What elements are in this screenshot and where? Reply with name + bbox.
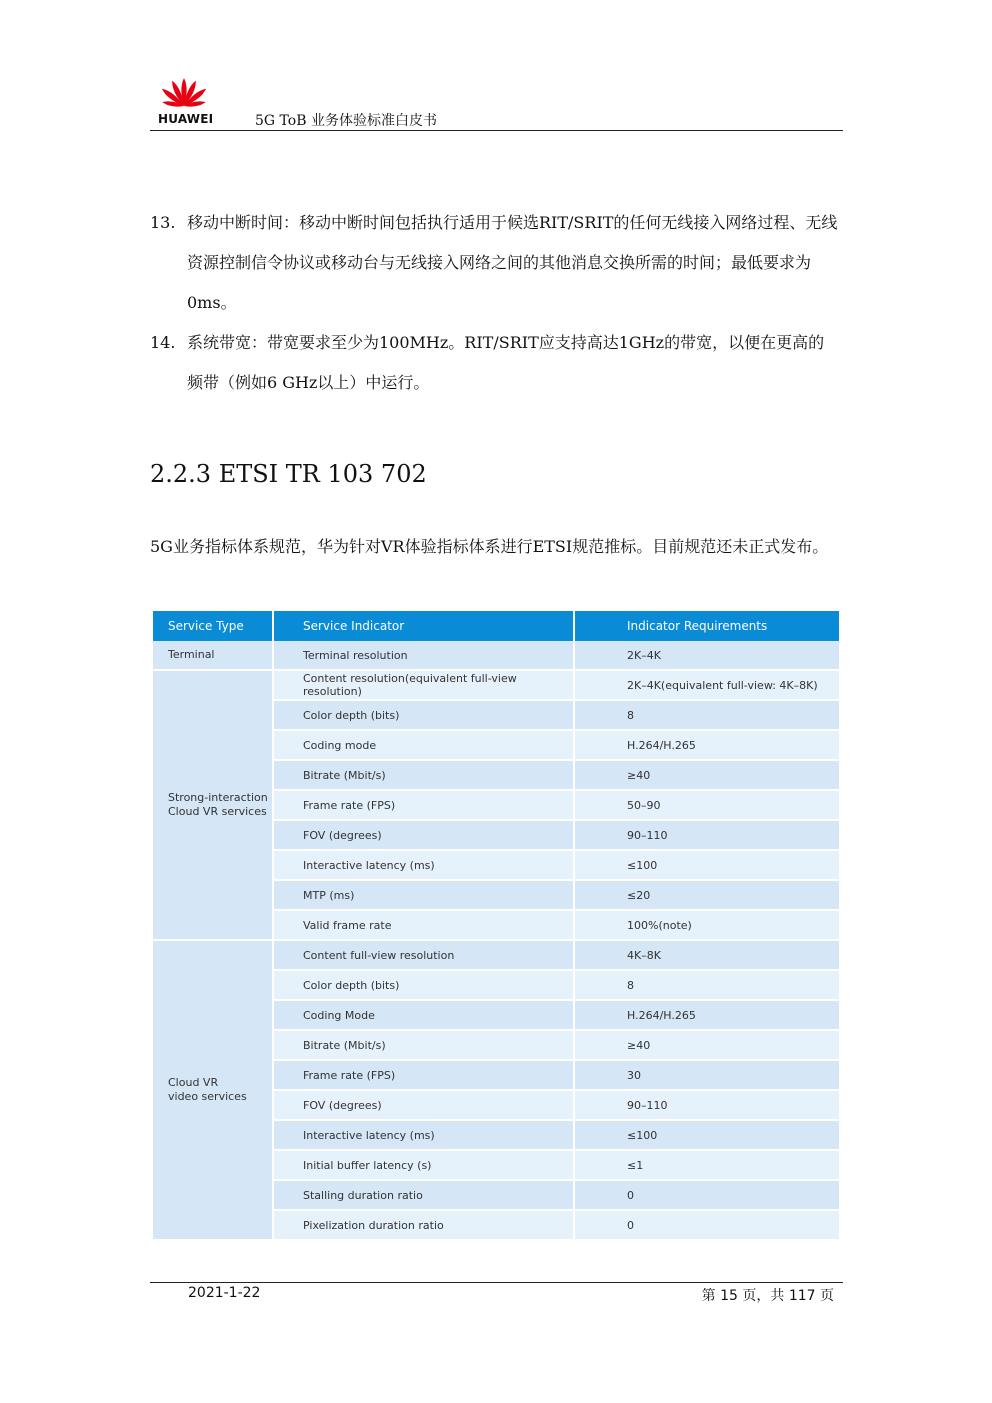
service-indicator-cell: Pixelization duration ratio	[273, 1210, 574, 1240]
service-indicator-cell: Interactive latency (ms)	[273, 850, 574, 880]
service-indicator-cell: Bitrate (Mbit/s)	[273, 1030, 574, 1060]
page-header	[150, 72, 843, 131]
numbered-list	[150, 203, 840, 403]
service-type-cell: Cloud VR video services	[153, 940, 273, 1240]
service-indicator-cell: Initial buffer latency (s)	[273, 1150, 574, 1180]
page-footer	[150, 1282, 843, 1304]
table-header-row	[153, 611, 839, 641]
indicator-requirement-cell: 8	[574, 700, 839, 730]
service-indicator-cell: Color depth (bits)	[273, 970, 574, 1000]
indicator-requirement-cell: 30	[574, 1060, 839, 1090]
logo-text: HUAWEI	[158, 112, 214, 126]
service-indicator-cell: Coding Mode	[273, 1000, 574, 1030]
service-indicator-cell: Content full-view resolution	[273, 940, 574, 970]
column-header-service-indicator: Service Indicator	[273, 611, 574, 641]
service-indicator-cell: Bitrate (Mbit/s)	[273, 760, 574, 790]
table-body	[153, 641, 839, 1240]
section-paragraph: 5G业务指标体系规范，华为针对VR体验指标体系进行ETSI规范推标。目前规范还未正式发布。	[150, 537, 829, 556]
list-item	[150, 203, 840, 323]
indicator-requirement-cell: ≥40	[574, 1030, 839, 1060]
footer-page-number: 第 15 页，共 117 页	[701, 1288, 834, 1304]
indicator-requirement-cell: 2K–4K(equivalent full-view: 4K–8K)	[574, 670, 839, 700]
service-indicator-cell: Frame rate (FPS)	[273, 790, 574, 820]
indicator-requirement-cell: 0	[574, 1210, 839, 1240]
indicator-requirement-cell: 0	[574, 1180, 839, 1210]
indicator-requirement-cell: 90–110	[574, 820, 839, 850]
table-row	[153, 940, 839, 970]
list-item	[150, 323, 840, 403]
indicator-requirement-cell: 8	[574, 970, 839, 1000]
service-indicator-cell: FOV (degrees)	[273, 820, 574, 850]
service-indicator-cell: Coding mode	[273, 730, 574, 760]
indicator-requirement-cell: ≤20	[574, 880, 839, 910]
service-indicator-cell: Color depth (bits)	[273, 700, 574, 730]
service-indicator-cell: Frame rate (FPS)	[273, 1060, 574, 1090]
table-row	[153, 641, 839, 670]
table-row	[153, 670, 839, 700]
indicator-requirement-cell: ≥40	[574, 760, 839, 790]
service-type-cell: Terminal	[153, 641, 273, 670]
document-title: 5G ToB 业务体验标准白皮书	[255, 113, 437, 129]
list-item-text: 系统带宽：带宽要求至少为100MHz。RIT/SRIT应支持高达1GHz的带宽，以便在更高的频带（例如6 GHz以上）中运行。	[187, 333, 825, 392]
section-title: 2.2.3 ETSI TR 103 702	[150, 460, 427, 488]
indicator-requirement-cell: 90–110	[574, 1090, 839, 1120]
indicator-requirement-cell: 100%(note)	[574, 910, 839, 940]
indicator-requirement-cell: ≤1	[574, 1150, 839, 1180]
service-indicator-cell: Interactive latency (ms)	[273, 1120, 574, 1150]
list-item-number: 14.	[150, 333, 176, 352]
indicator-requirement-cell: ≤100	[574, 1120, 839, 1150]
service-indicator-cell: FOV (degrees)	[273, 1090, 574, 1120]
indicator-requirement-cell: 50–90	[574, 790, 839, 820]
indicator-requirement-cell: ≤100	[574, 850, 839, 880]
column-header-service-type: Service Type	[153, 611, 273, 641]
service-type-cell: Strong-interaction Cloud VR services	[153, 670, 273, 940]
service-indicator-cell: Valid frame rate	[273, 910, 574, 940]
service-indicator-cell: Content resolution(equivalent full-view resolution)	[273, 670, 574, 700]
service-indicator-cell: Stalling duration ratio	[273, 1180, 574, 1210]
footer-date: 2021-1-22	[188, 1285, 261, 1301]
vr-indicator-table	[153, 611, 839, 1241]
indicator-requirement-cell: 4K–8K	[574, 940, 839, 970]
indicator-requirement-cell: 2K–4K	[574, 641, 839, 670]
indicator-requirement-cell: H.264/H.265	[574, 1000, 839, 1030]
indicator-requirement-cell: H.264/H.265	[574, 730, 839, 760]
service-indicator-cell: MTP (ms)	[273, 880, 574, 910]
list-item-number: 13.	[150, 213, 176, 232]
service-indicator-cell: Terminal resolution	[273, 641, 574, 670]
list-item-text: 移动中断时间：移动中断时间包括执行适用于候选RIT/SRIT的任何无线接入网络过程、无线资源控制信令协议或移动台与无线接入网络之间的其他消息交换所需的时间；最低要求为0ms。	[187, 213, 838, 312]
column-header-indicator-requirements: Indicator Requirements	[574, 611, 839, 641]
